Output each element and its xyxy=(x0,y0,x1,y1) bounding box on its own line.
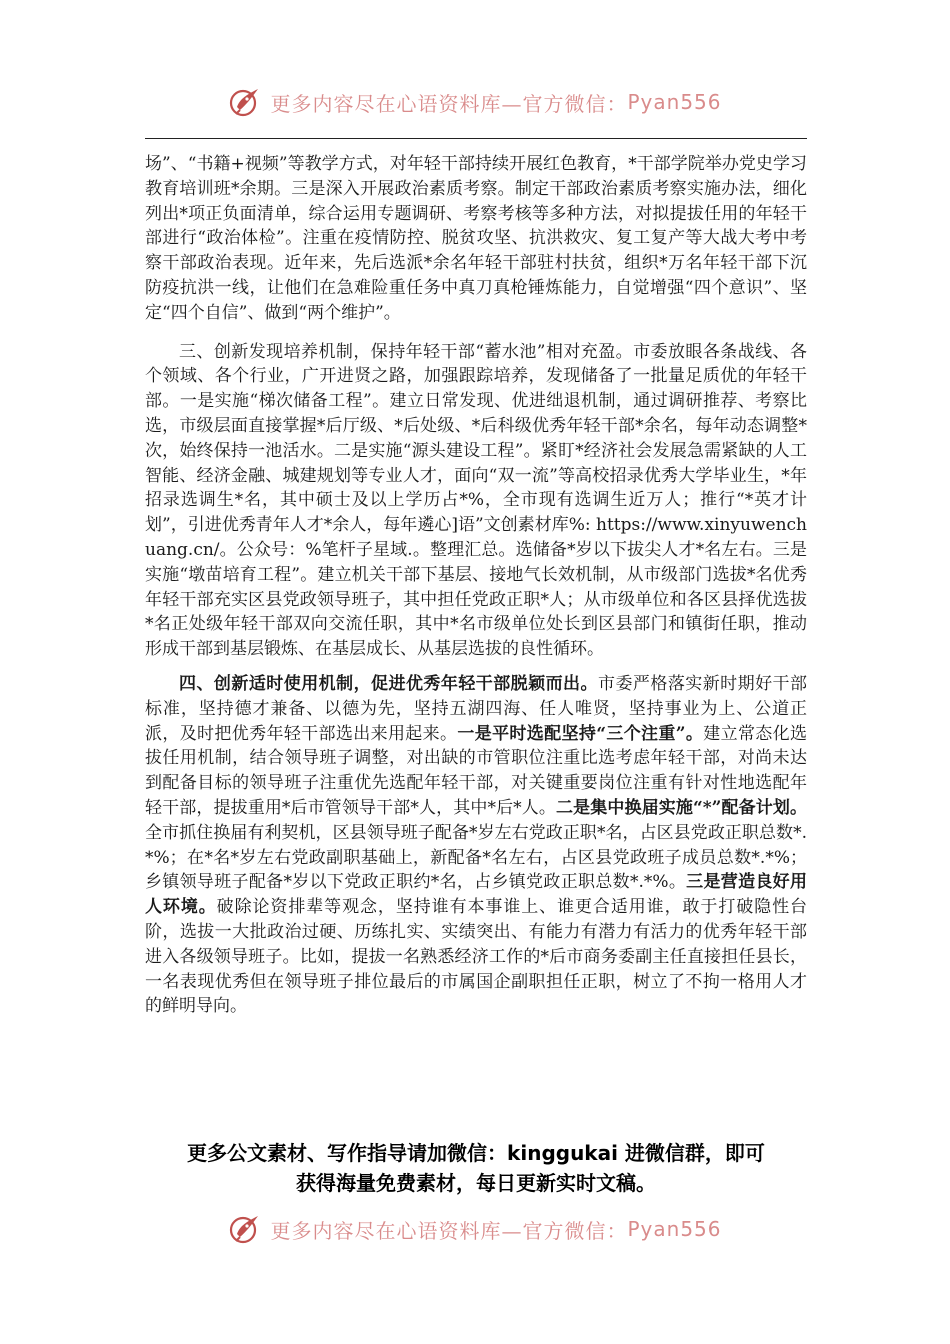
paragraph-3-text-1: 市委严格落实新时期好干部标准，坚持德才兼备、以德为先，坚持五湖四海、任人唯贤，坚持事业为上、公道正派，及时把优秀年轻干部选出来用起来。 xyxy=(145,673,808,744)
paragraph-3 xyxy=(145,672,807,1019)
point-three-heading: 三是营造良好用人环境。 xyxy=(145,872,807,918)
header-banner xyxy=(0,82,950,122)
section-four-heading: 四、创新适时使用机制，促进优秀年轻干部脱颖而出。 xyxy=(179,673,598,694)
header-text: 更多内容尽在心语资料库—官方微信： xyxy=(270,91,628,116)
paragraph-3-text-4: 破除论资排辈等观念，坚持谁有本事谁上、谁更合适用谁，敢于打破隐性台阶，选拔一大批政治过硬、历练扎实、实绩突出、有能力有潜力有活力的优秀年轻干部进入各级领导班子。比如，提拔一名熟悉经济工作的*后市商务委副主任直接担任县长，一名表现优秀但在领导班子排位最后的市属国企副职担任正职，树立了不拘一格用人才的鲜明导向。 xyxy=(145,897,808,1017)
paragraph-2: 三、创新发现培养机制，保持年轻干部“蓄水池”相对充盈。市委放眼各条战线、各个领域、各个行业，广开进贤之路，加强跟踪培养，发现储备了一批量足质优的年轻干部。一是实施“梯次储备工程”。建立日常发现、优进绌退机制，通过调研推荐、考察比选，市级层面直接掌握*后厅级、*后处级、*后科级优秀年轻干部*余名，每年动态调整*次，始终保持一池活水。二是实施“源头建设工程”。紧盯*经济社会发展急需紧缺的人工智能、经济金融、城建规划等专业人才，面向“双一流”等高校招录优秀大学毕业生，*年招录选调生*名，其中硕士及以上学历占*%，全市现有选调生近万人；推行“*英才计划”，引进优秀青年人才*余人，每年遴心]语”文创素材库%: https://www.xinyuwenchuang.cn/。公众号：%笔杆子星域.。整理汇总。选储备*岁以下拔尖人才*名左右。三是实施“墩苗培育工程”。建立机关干部下基层、接地气长效机制，从市级部门选拔*名优秀年轻干部充实区县党政领导班子，其中担任党政正职*人；从市级单位和各区县择优选拔*名正处级年轻干部双向交流任职，其中*名市级单位处长到区县部门和镇街任职，推动形成干部到基层锻炼、在基层成长、从基层选拔的良性循环。 xyxy=(145,341,807,660)
footer-text: 更多内容尽在心语资料库—官方微信： xyxy=(270,1218,628,1243)
paragraph-1: 场”、“书籍+视频”等教学方式，对年轻干部持续开展红色教育，*干部学院举办党史学习教育培训班*余期。三是深入开展政治素质考察。制定干部政治素质考察实施办法，细化列出*项正负面清单，综合运用专题调研、考察考核等多种方法，对拟提拔任用的年轻干部进行“政治体检”。注重在疫情防控、脱贫攻坚、抗洪救灾、复工复产等大战大考中考察干部政治表现。近年来，先后选派*余名年轻干部驻村扶贫，组织*万名年轻干部下沉防疫抗洪一线，让他们在急难险重任务中真刀真枪锤炼能力，自觉增强“四个意识”、坚定“四个自信”、做到“两个维护”。 xyxy=(145,154,807,323)
promo-notice xyxy=(140,1138,812,1198)
point-one-heading: 一是平时选配坚持“三个注重”。 xyxy=(457,723,704,744)
document-body xyxy=(145,152,807,1019)
header-divider xyxy=(145,138,807,139)
header-wechat-id: Pyan556 xyxy=(627,90,722,114)
pen-nib-logo-icon xyxy=(228,85,262,119)
pen-nib-logo-icon xyxy=(228,1212,262,1246)
paragraph-3-text-2: 建立常态化选拔任用机制，结合领导班子调整，对出缺的市管职位注重比选考虑年轻干部，对尚未达到配备目标的领导班子注重优先选配年轻干部，对关键重要岗位注重有针对性地选配年轻干部，提拔重用*后市管领导干部*人，其中*后*人。 xyxy=(145,723,808,818)
footer-wechat-id: Pyan556 xyxy=(627,1217,722,1241)
promo-line-1: 更多公文素材、写作指导请加微信：kinggukai 进微信群，即可 xyxy=(187,1141,765,1165)
footer-banner xyxy=(0,1209,950,1249)
promo-line-2: 获得海量免费素材，每日更新实时文稿。 xyxy=(296,1171,656,1195)
point-two-heading: 二是集中换届实施“*”配备计划。 xyxy=(556,797,807,818)
paragraph-3-text-3: 全市抓住换届有利契机，区县领导班子配备*岁左右党政正职*名，占区县党政正职总数*.*%；在*名*岁左右党政副职基础上，新配备*名左右，占区县党政班子成员总数*.*%；乡镇领导班子配备*岁以下党政正职约*名，占乡镇党政正职总数*.*%。 xyxy=(145,822,807,893)
